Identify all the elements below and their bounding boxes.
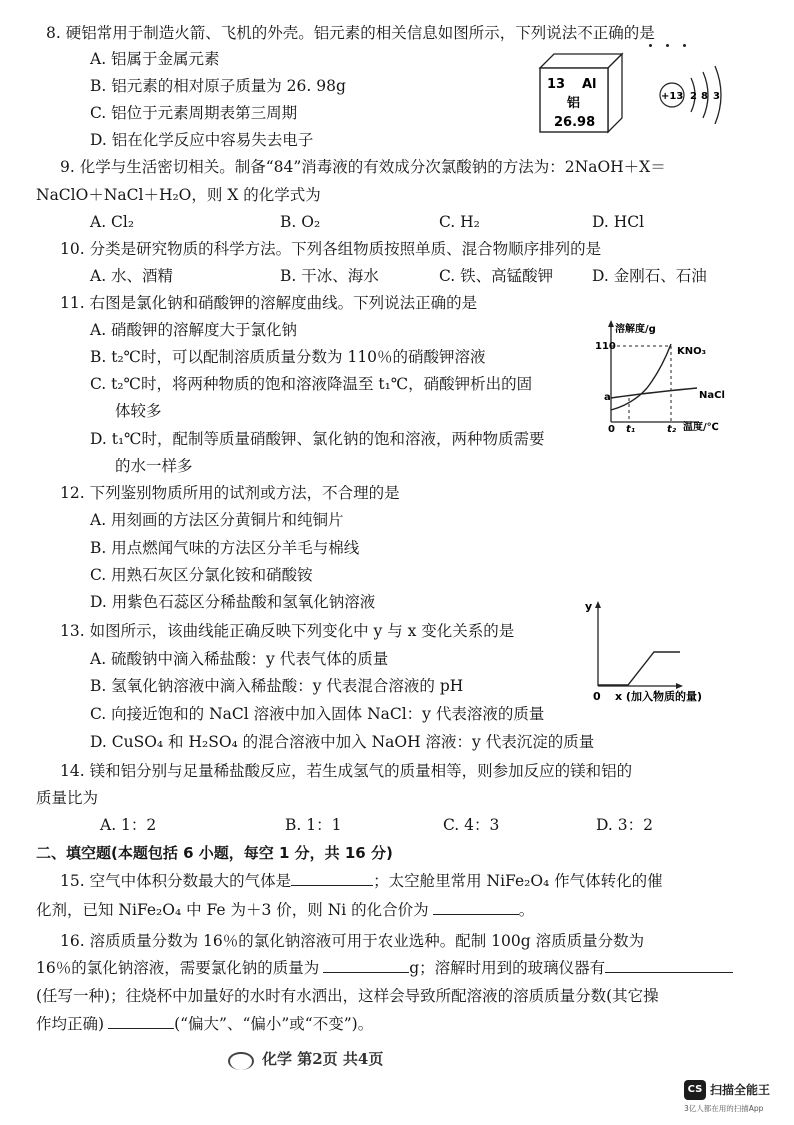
emphasis-dot (683, 44, 686, 47)
q11-option-a: A. 硝酸钾的溶解度大于氯化钠 (90, 321, 298, 339)
q16-text-4b: (“偏大”、“偏小”或“不变”)。 (174, 1015, 374, 1033)
section-heading: 二、填空题(本题包括 6 小题，每空 1 分，共 16 分) (36, 844, 393, 862)
q14-option-b: B. 1：1 (285, 816, 342, 834)
element-card-figure (526, 50, 624, 136)
q16-blank-effect[interactable] (108, 1014, 174, 1029)
q11-option-b: B. t₂℃时，可以配制溶质质量分数为 110％的硝酸钾溶液 (90, 348, 486, 366)
q10-option-d: D. 金刚石、石油 (592, 267, 707, 285)
q16-line3: (任写一种)；往烧杯中加量好的水时有水洒出，这样会导致所配溶液的溶质质量分数(其它操 (36, 987, 659, 1005)
q11-option-c-cont: 体较多 (115, 402, 162, 420)
q15-text-1b: ；太空舱里常用 NiFe₂O₄ 作气体转化的催 (373, 872, 663, 890)
y-tick-a: a (604, 392, 611, 403)
kno3-curve (611, 344, 671, 410)
y-axis-label: 溶解度/g (615, 324, 656, 335)
q8-option-b: B. 铝元素的相对原子质量为 26. 98g (90, 77, 346, 95)
q13-option-a: A. 硫酸钠中滴入稀盐酸：y 代表气体的质量 (90, 650, 389, 668)
q12-option-a: A. 用刻画的方法区分黄铜片和纯铜片 (90, 511, 344, 529)
q14-stem-line2: 质量比为 (36, 789, 99, 807)
q10-option-b: B. 干冰、海水 (280, 267, 379, 285)
q16-text-4a: 作均正确) (36, 1015, 105, 1033)
q16-line4 (36, 1013, 373, 1035)
q12-option-b: B. 用点燃闻气味的方法区分羊毛与棉线 (90, 539, 360, 557)
q15-line2 (36, 899, 534, 921)
q9-option-d: D. HCl (592, 213, 645, 231)
q16-blank-mass[interactable] (323, 958, 409, 973)
nacl-label: NaCl (699, 390, 725, 401)
q16-text-2a: 16％的氯化钠溶液，需要氯化钠的质量为 (36, 959, 320, 977)
q16-line1: 16. 溶质质量分数为 16％的氯化钠溶液可用于农业选种。配制 100g 溶质质量分数为 (60, 932, 645, 950)
q10-stem: 10. 分类是研究物质的科学方法。下列各组物质按照单质、混合物顺序排列的是 (60, 240, 602, 258)
q8-stem: 8. 硬铝常用于制造火箭、飞机的外壳。铝元素的相关信息如图所示，下列说法不正确的是 (46, 24, 655, 42)
q15-text-2a: 化剂，已知 NiFe₂O₄ 中 Fe 为＋3 价，则 Ni 的化合价为 (36, 901, 429, 919)
q15-blank-2[interactable] (433, 900, 519, 915)
shell-1: 2 (690, 91, 697, 102)
q11-stem: 11. 右图是氯化钠和硝酸钾的溶解度曲线。下列说法正确的是 (60, 294, 478, 312)
y-tick-110: 110 (595, 341, 616, 352)
scanner-app-name: 扫描全能王 (710, 1083, 771, 1097)
q12-option-d: D. 用紫色石蕊区分稀盐酸和氢氧化钠溶液 (90, 593, 376, 611)
q15-text-1a: 15. 空气中体积分数最大的气体是 (60, 872, 292, 890)
element-number: 13 (547, 77, 566, 92)
q16-blank-glassware[interactable] (605, 958, 733, 973)
q11-option-d-cont: 的水一样多 (115, 457, 193, 475)
x-label: x (加入物质的量) (615, 690, 702, 703)
origin-label: 0 (593, 690, 601, 703)
q15-text-2b: 。 (518, 901, 535, 919)
q8-option-d: D. 铝在化学反应中容易失去电子 (90, 131, 314, 149)
graph-curve (598, 652, 680, 685)
q9-option-b: B. O₂ (280, 213, 321, 231)
emphasis-dot (666, 44, 669, 47)
shell-3: 3 (713, 91, 720, 102)
y-axis-arrow (608, 320, 614, 327)
y-axis-arrow (595, 601, 601, 608)
scanner-app-tagline: 3亿人都在用的扫描App (684, 1104, 764, 1113)
element-mass: 26.98 (554, 115, 596, 130)
q15-blank-1[interactable] (291, 871, 373, 886)
q9-stem-line2: NaClO＋NaCl＋H₂O，则 X 的化学式为 (36, 186, 321, 204)
q12-stem: 12. 下列鉴别物质所用的试剂或方法，不合理的是 (60, 484, 400, 502)
x-axis-arrow (676, 683, 683, 689)
q13-option-d: D. CuSO₄ 和 H₂SO₄ 的混合溶液中加入 NaOH 溶液：y 代表沉淀的质量 (90, 733, 595, 751)
q14-option-c: C. 4：3 (443, 816, 500, 834)
q8-option-a: A. 铝属于金属元素 (90, 50, 220, 68)
element-symbol: Al (582, 77, 597, 92)
nucleus-charge: +13 (661, 91, 684, 102)
emphasis-dot (649, 44, 652, 47)
xy-graph (580, 596, 760, 706)
q10-option-c: C. 铁、高锰酸钾 (439, 267, 554, 285)
q12-option-c: C. 用熟石灰区分氯化铵和硝酸铵 (90, 566, 313, 584)
q13-option-b: B. 氢氧化钠溶液中滴入稀盐酸：y 代表混合溶液的 pH (90, 677, 464, 695)
q8-option-c: C. 铝位于元素周期表第三周期 (90, 104, 298, 122)
q16-text-2b: g；溶解时用到的玻璃仪器有 (409, 959, 606, 977)
y-label: y (585, 600, 593, 613)
q16-line2 (36, 957, 733, 979)
q9-option-a: A. Cl₂ (90, 213, 135, 231)
q14-option-d: D. 3：2 (596, 816, 653, 834)
element-name: 铝 (567, 96, 581, 111)
q9-stem-line1: 9. 化学与生活密切相关。制备“84”消毒液的有效成分次氯酸钠的方法为：2NaOH＋X＝ (60, 158, 666, 176)
q10-option-a: A. 水、酒精 (90, 267, 174, 285)
q13-stem: 13. 如图所示，该曲线能正确反映下列变化中 y 与 x 变化关系的是 (60, 622, 515, 640)
q9-option-c: C. H₂ (439, 213, 480, 231)
x-axis-label: 温度/℃ (683, 422, 719, 433)
shell-2: 8 (701, 91, 708, 102)
kno3-label: KNO₃ (677, 346, 706, 357)
q15-line1 (60, 870, 663, 892)
q14-option-a: A. 1：2 (100, 816, 157, 834)
q11-option-c: C. t₂℃时，将两种物质的饱和溶液降温至 t₁℃，硝酸钾析出的固 (90, 375, 533, 393)
q13-option-c: C. 向接近饱和的 NaCl 溶液中加入固体 NaCl：y 代表溶液的质量 (90, 705, 545, 723)
nacl-curve (611, 388, 697, 398)
q11-option-d: D. t₁℃时，配制等质量硝酸钾、氯化钠的饱和溶液，两种物质需要 (90, 430, 545, 448)
solubility-chart (585, 318, 765, 434)
x-tick-0: 0 (608, 424, 615, 434)
x-tick-t1: t₁ (626, 424, 636, 434)
atom-structure-diagram (655, 62, 735, 124)
q14-stem-line1: 14. 镁和铝分别与足量稀盐酸反应，若生成氢气的质量相等，则参加反应的镁和铝的 (60, 762, 633, 780)
seal-mark (228, 1052, 254, 1070)
x-tick-t2: t₂ (667, 424, 677, 434)
scanner-app-logo: CS (684, 1080, 706, 1100)
page-number: 化学 第2页 共4页 (262, 1050, 384, 1068)
